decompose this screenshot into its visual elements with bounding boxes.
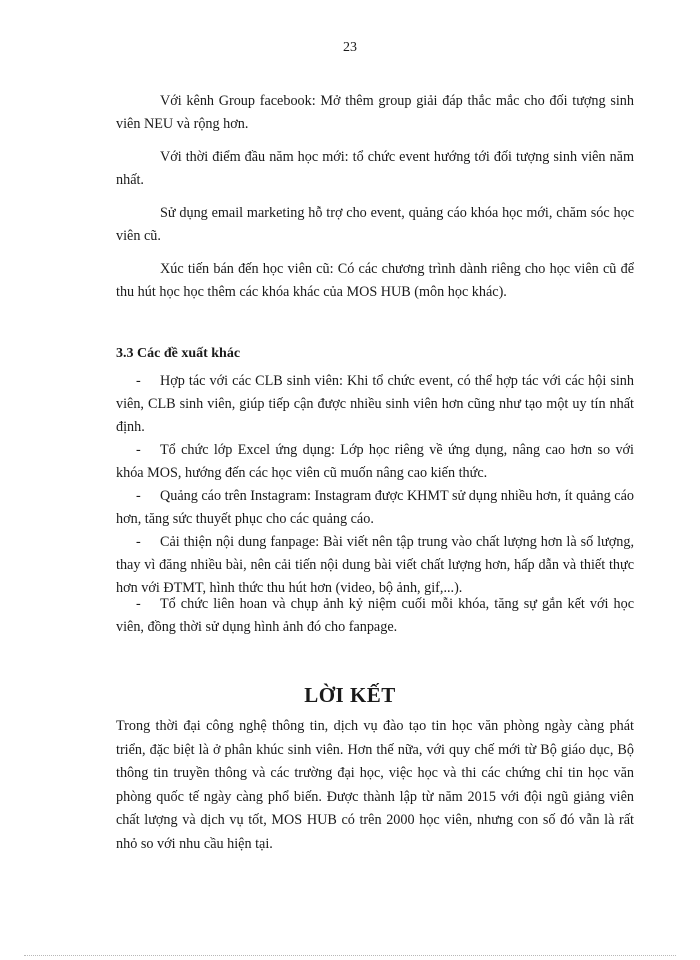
bullet-marker: -: [136, 534, 141, 550]
bullet-text: Tổ chức liên hoan và chụp ảnh kỷ niệm cuối mỗi khóa, tăng sự gắn kết với học viên, đồng thời sử dụng hình ảnh đó cho fanpage.: [116, 596, 634, 635]
closing-title: LỜI KẾT: [304, 683, 396, 707]
page-bottom-divider: [24, 955, 676, 956]
paragraph-old-students: Xúc tiến bán đến học viên cũ: Có các chương trình dành riêng cho học viên cũ để thu hút học học thêm các khóa khác của MOS HUB (môn học khác).: [116, 261, 634, 300]
bullet-text: Quảng cáo trên Instagram: Instagram được KHMT sử dụng nhiều hơn, ít quảng cáo hơn, tăng sức thuyết phục cho các quảng cáo.: [116, 488, 634, 527]
bullet-marker: -: [136, 488, 141, 504]
paragraph-new-school-year: Với thời điểm đầu năm học mới: tổ chức event hướng tới đối tượng sinh viên năm nhất.: [116, 149, 634, 188]
closing-paragraph: Trong thời đại công nghệ thông tin, dịch vụ đào tạo tin học văn phòng ngày càng phát triển, đặc biệt là ở phân khúc sinh viên. Hơn thế nữa, với quy chế mới từ Bộ giáo dục, Bộ thông tin truyền thông và các trường đại học, việc học và thi các chứng chỉ tin học văn phòng quốc tế ngày càng phổ biến. Được thành lập từ năm 2015 với đội ngũ giảng viên chất lượng và dịch vụ tốt, MOS HUB có trên 2000 học viên, nhưng con số đó vẫn là rất nhỏ so với nhu cầu hiện tại.: [116, 718, 634, 852]
bullet-text: Tổ chức lớp Excel ứng dụng: Lớp học riêng về ứng dụng, nâng cao hơn so với khóa MOS, hướng đến các học viên cũ muốn nâng cao kiến thức.: [116, 442, 634, 481]
paragraph-facebook-group: Với kênh Group facebook: Mở thêm group giải đáp thắc mắc cho đối tượng sinh viên NEU và rộng hơn.: [116, 93, 634, 132]
bullet-item: [116, 370, 634, 439]
bullet-marker: -: [136, 442, 141, 458]
bullet-marker: -: [136, 373, 141, 389]
bullet-item: [116, 593, 634, 639]
section-heading: 3.3 Các đề xuất khác: [116, 346, 241, 361]
bullet-text: Hợp tác với các CLB sinh viên: Khi tổ chức event, có thể hợp tác với các hội sinh viên, CLB sinh viên, giúp tiếp cận được nhiều sinh viên hơn cũng như tạo một uy tín nhất định.: [116, 373, 634, 435]
page-number: 23: [343, 40, 357, 55]
bullet-item: [116, 485, 634, 531]
bullet-text: Cải thiện nội dung fanpage: Bài viết nên tập trung vào chất lượng hơn là số lượng, thay vì đăng nhiều bài, nên cải tiến nội dung bài viết chất lượng hơn, hấp dẫn và thiết thực hơn với ĐTMT, hình thức thu hút hơn (video, bộ ảnh, gif,...).: [116, 534, 634, 596]
bullet-item: [116, 439, 634, 485]
paragraph-email-marketing: Sử dụng email marketing hỗ trợ cho event, quảng cáo khóa học mới, chăm sóc học viên cũ.: [116, 205, 634, 244]
bullet-marker: -: [136, 596, 141, 612]
bullet-item: [116, 531, 634, 600]
